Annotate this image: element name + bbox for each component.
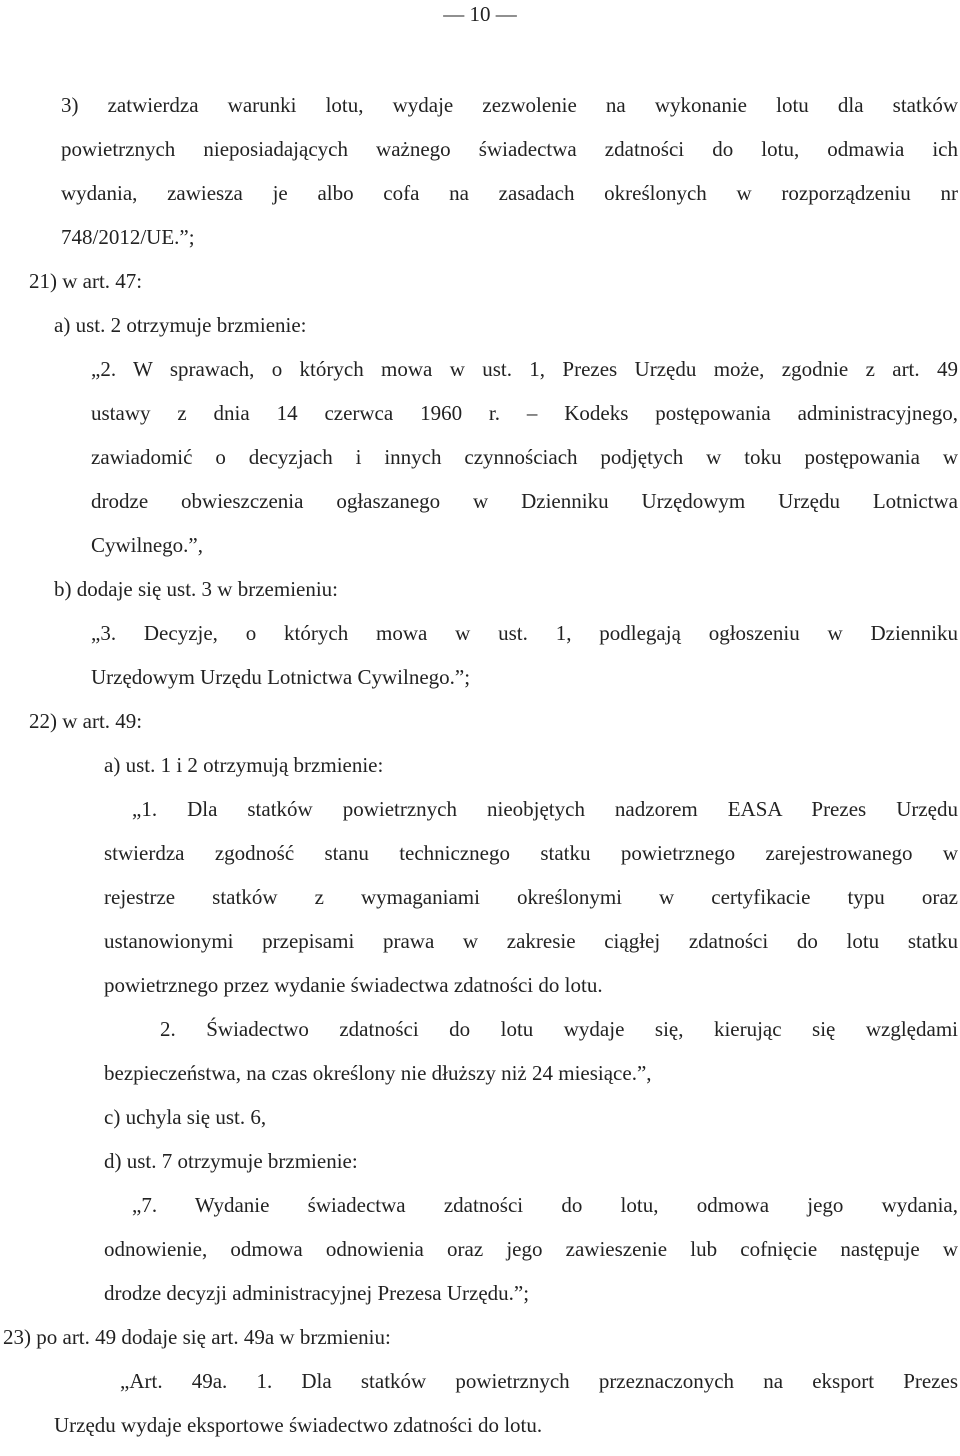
- text-line: 2. Świadectwo zdatności do lotu wydaje się, kierując się względami: [160, 1017, 958, 1041]
- text-line: Urzędowym Urzędu Lotnictwa Cywilnego.”;: [91, 665, 471, 689]
- text-line: stwierdza zgodność stanu technicznego statku powietrznego zarejestrowanego w: [104, 841, 958, 865]
- text-line: „Art. 49a. 1. Dla statków powietrznych przeznaczonych na eksport Prezes: [120, 1369, 958, 1393]
- item-22-heading: 22) w art. 49:: [29, 709, 143, 733]
- text-line: bezpieczeństwa, na czas określony nie dłuższy niż 24 miesiące.”,: [104, 1061, 652, 1085]
- text-line: Urzędu wydaje eksportowe świadectwo zdatności do lotu.: [54, 1413, 543, 1437]
- item-21-a-label: a) ust. 2 otrzymuje brzmienie:: [54, 313, 307, 337]
- item-22-d-text: [104, 1192, 958, 1324]
- text-line: ustawy z dnia 14 czerwca 1960 r. – Kodeks postępowania administracyjnego,: [91, 401, 958, 425]
- item-23-text: [54, 1368, 958, 1456]
- text-line: drodze obwieszczenia ogłaszanego w Dzienniku Urzędowym Urzędu Lotnictwa: [91, 489, 958, 513]
- item-22-d-label: d) ust. 7 otrzymuje brzmienie:: [104, 1149, 358, 1173]
- text-line: Cywilnego.”,: [91, 533, 203, 557]
- text-line: „1. Dla statków powietrznych nieobjętych nadzorem EASA Prezes Urzędu: [132, 797, 958, 821]
- text-line: 748/2012/UE.”;: [61, 225, 195, 249]
- item-22-a-text: [104, 796, 958, 1104]
- text-line: powietrznego przez wydanie świadectwa zdatności do lotu.: [104, 973, 603, 997]
- text-line: ustanowionymi przepisami prawa w zakresie ciągłej zdatności do lotu statku: [104, 929, 958, 953]
- text-line: drodze decyzji administracyjnej Prezesa Urzędu.”;: [104, 1281, 530, 1305]
- item-21-a-text: [91, 356, 958, 576]
- text-line: zawiadomić o decyzjach i innych czynnościach podjętych w toku postępowania w: [91, 445, 958, 469]
- text-line: „3. Decyzje, o których mowa w ust. 1, podlegają ogłoszeniu w Dzienniku: [91, 621, 958, 645]
- text-line: odnowienie, odmowa odnowienia oraz jego zawieszenie lub cofnięcie następuje w: [104, 1237, 958, 1261]
- item-21-heading: 21) w art. 47:: [29, 269, 143, 293]
- item-23-heading: 23) po art. 49 dodaje się art. 49a w brzmieniu:: [3, 1325, 391, 1349]
- text-line: „2. W sprawach, o których mowa w ust. 1, Prezes Urzędu może, zgodnie z art. 49: [91, 357, 958, 381]
- item-21-b-text: [91, 620, 958, 708]
- text-line: „7. Wydanie świadectwa zdatności do lotu, odmowa jego wydania,: [132, 1193, 958, 1217]
- text-line: wydania, zawiesza je albo cofa na zasadach określonych w rozporządzeniu nr: [61, 181, 958, 205]
- item-22-c-label: c) uchyla się ust. 6,: [104, 1105, 267, 1129]
- item-22-a-label: a) ust. 1 i 2 otrzymują brzmienie:: [104, 753, 384, 777]
- item-3-paragraph: [61, 92, 958, 268]
- text-line: 3) zatwierdza warunki lotu, wydaje zezwolenie na wykonanie lotu dla statków: [61, 93, 958, 117]
- item-21-b-label: b) dodaje się ust. 3 w brzemieniu:: [54, 577, 339, 601]
- text-line: rejestrze statków z wymaganiami określonymi w certyfikacie typu oraz: [104, 885, 958, 909]
- text-line: powietrznych nieposiadających ważnego świadectwa zdatności do lotu, odmawia ich: [61, 137, 958, 161]
- page-number: — 10 —: [443, 2, 517, 26]
